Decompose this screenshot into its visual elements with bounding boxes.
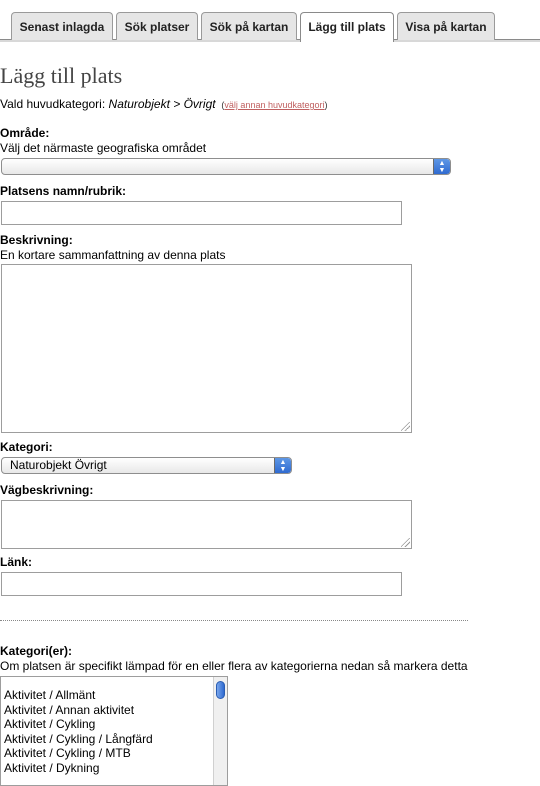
category-label: Kategori: bbox=[0, 440, 53, 454]
main-category-prefix: Vald huvudkategori: bbox=[0, 97, 106, 111]
link-label: Länk: bbox=[0, 555, 33, 569]
tab-sok-platser[interactable]: Sök platser bbox=[116, 12, 198, 40]
listbox-scrollbar[interactable] bbox=[213, 677, 227, 785]
tab-visa-pa-kartan[interactable]: Visa på kartan bbox=[397, 12, 495, 40]
tab-sok-pa-kartan[interactable]: Sök på kartan bbox=[201, 12, 297, 40]
list-item[interactable]: Aktivitet / Annan aktivitet bbox=[4, 703, 135, 717]
name-label: Platsens namn/rubrik: bbox=[0, 184, 127, 198]
paren-open: ( bbox=[218, 100, 225, 110]
resize-handle-icon[interactable] bbox=[401, 538, 410, 547]
section-divider bbox=[0, 620, 468, 621]
main-category-value: Naturobjekt > Övrigt bbox=[108, 97, 216, 111]
description-hint: En kortare sammanfattning av denna plats bbox=[0, 248, 226, 262]
description-label: Beskrivning: bbox=[0, 233, 73, 247]
categories-hint: Om platsen är specifikt lämpad för en eller flera av kategorierna nedan så markera detta bbox=[0, 659, 468, 673]
resize-handle-icon[interactable] bbox=[401, 422, 410, 431]
area-hint: Välj det närmaste geografiska området bbox=[0, 141, 207, 155]
main-category-line bbox=[0, 97, 328, 111]
link-input[interactable] bbox=[1, 572, 402, 596]
list-item[interactable]: Aktivitet / Cykling bbox=[4, 717, 96, 731]
category-select-value: Naturobjekt Övrigt bbox=[10, 458, 107, 472]
description-textarea[interactable] bbox=[1, 264, 412, 433]
area-select[interactable] bbox=[1, 158, 451, 175]
paren-close: ) bbox=[324, 100, 328, 110]
page-title: Lägg till plats bbox=[0, 63, 123, 88]
scrollbar-thumb[interactable] bbox=[216, 681, 225, 699]
categories-listbox[interactable] bbox=[0, 676, 228, 786]
area-label: Område: bbox=[0, 126, 50, 140]
category-select[interactable] bbox=[1, 457, 292, 474]
tab-senast-inlagda[interactable]: Senast inlagda bbox=[11, 12, 113, 40]
directions-label: Vägbeskrivning: bbox=[0, 483, 94, 497]
name-input[interactable] bbox=[1, 201, 402, 225]
directions-textarea[interactable] bbox=[1, 500, 412, 549]
tab-lagg-till-plats[interactable]: Lägg till plats bbox=[300, 12, 394, 42]
categories-label: Kategori(er): bbox=[0, 644, 73, 658]
list-item[interactable]: Aktivitet / Allmänt bbox=[4, 688, 96, 702]
tab-bar bbox=[0, 0, 540, 42]
select-arrows-icon: ▲ ▼ bbox=[274, 458, 291, 473]
list-item[interactable]: Aktivitet / Cykling / MTB bbox=[4, 746, 131, 760]
list-item[interactable]: Aktivitet / Dykning bbox=[4, 761, 100, 775]
list-item[interactable]: Aktivitet / Cykling / Långfärd bbox=[4, 732, 153, 746]
select-arrows-icon: ▲ ▼ bbox=[433, 159, 450, 174]
change-category-link[interactable]: välj annan huvudkategori bbox=[224, 100, 325, 110]
